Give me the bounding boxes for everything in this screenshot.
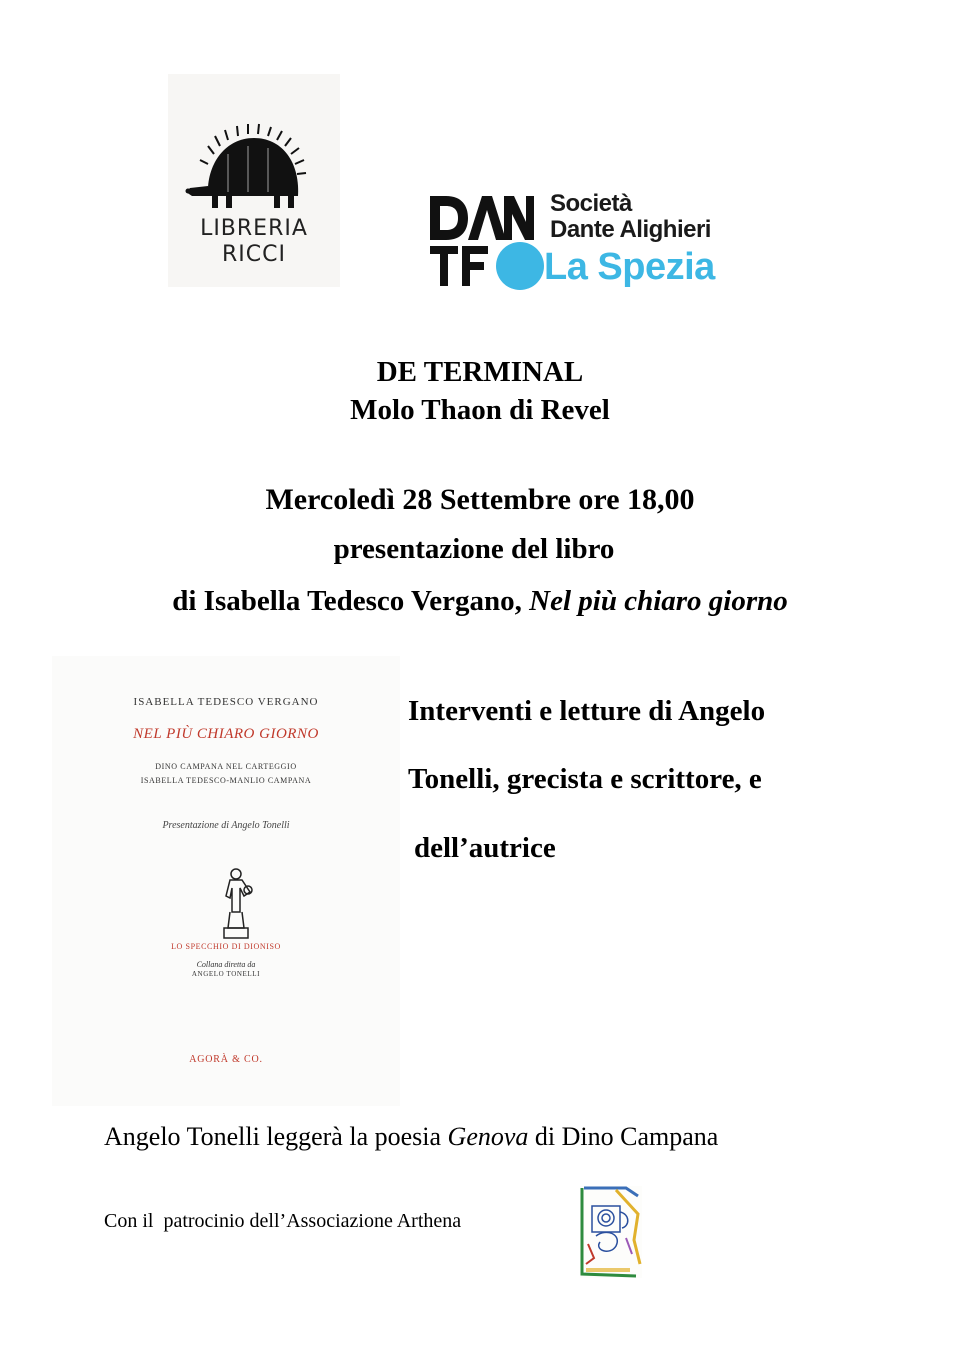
libreria-logo-line2: RICCI [222, 242, 286, 267]
interventi-line-3: dell’autrice [414, 832, 556, 864]
dante-logo-line2: Dante Alighieri [550, 216, 711, 243]
reading-prefix: Angelo Tonelli leggerà la poesia [104, 1122, 448, 1151]
reading-suffix: di Dino Campana [528, 1122, 719, 1151]
cover-collana-label: Collana diretta da [196, 960, 256, 969]
venue-address: Molo Thaon di Revel [350, 394, 610, 426]
cover-subtitle-2: ISABELLA TEDESCO-MANLIO CAMPANA [140, 776, 312, 785]
event-date: Mercoledì 28 Settembre ore 18,00 [265, 483, 695, 516]
interventi-line-1: Interventi e letture di Angelo [408, 695, 766, 727]
cover-publisher: AGORÀ & CO. [189, 1054, 263, 1065]
arthena-emblem-icon [576, 1184, 646, 1280]
event-author: di Isabella Tedesco Vergano, [172, 585, 530, 617]
cover-title: NEL PIÙ CHIARO GIORNO [133, 726, 319, 742]
cover-author: ISABELLA TEDESCO VERGANO [133, 696, 319, 708]
libreria-ricci-logo [168, 74, 340, 287]
event-book-line [0, 585, 960, 618]
arthena-logo [576, 1184, 646, 1280]
dante-logo-line1: Società [550, 190, 632, 217]
dante-monogram-icon [428, 190, 548, 290]
poem-title: Genova [447, 1122, 529, 1151]
event-book-title: Nel più chiaro giorno [529, 585, 788, 617]
cover-collana-editor: ANGELO TONELLI [191, 970, 261, 978]
libreria-logo-line1: LIBRERIA [200, 216, 308, 241]
book-cover-image [52, 656, 400, 1106]
venue-name: DE TERMINAL [376, 356, 584, 388]
cover-subtitle-1: DINO CAMPANA NEL CARTEGGIO [155, 762, 297, 771]
dante-alighieri-logo [428, 190, 728, 290]
cover-series: LO SPECCHIO DI DIONISO [171, 942, 281, 951]
reading-line [104, 1122, 718, 1152]
statue-icon [218, 866, 258, 942]
interventi-line-2: Tonelli, grecista e scrittore, e [408, 763, 762, 795]
dante-logo-line3: La Spezia [544, 246, 715, 288]
cover-presentation: Presentazione di Angelo Tonelli [162, 820, 290, 831]
event-description: presentazione del libro [333, 533, 615, 565]
patrocinio-text: Con il patrocinio dell’Associazione Arthena [104, 1210, 462, 1232]
